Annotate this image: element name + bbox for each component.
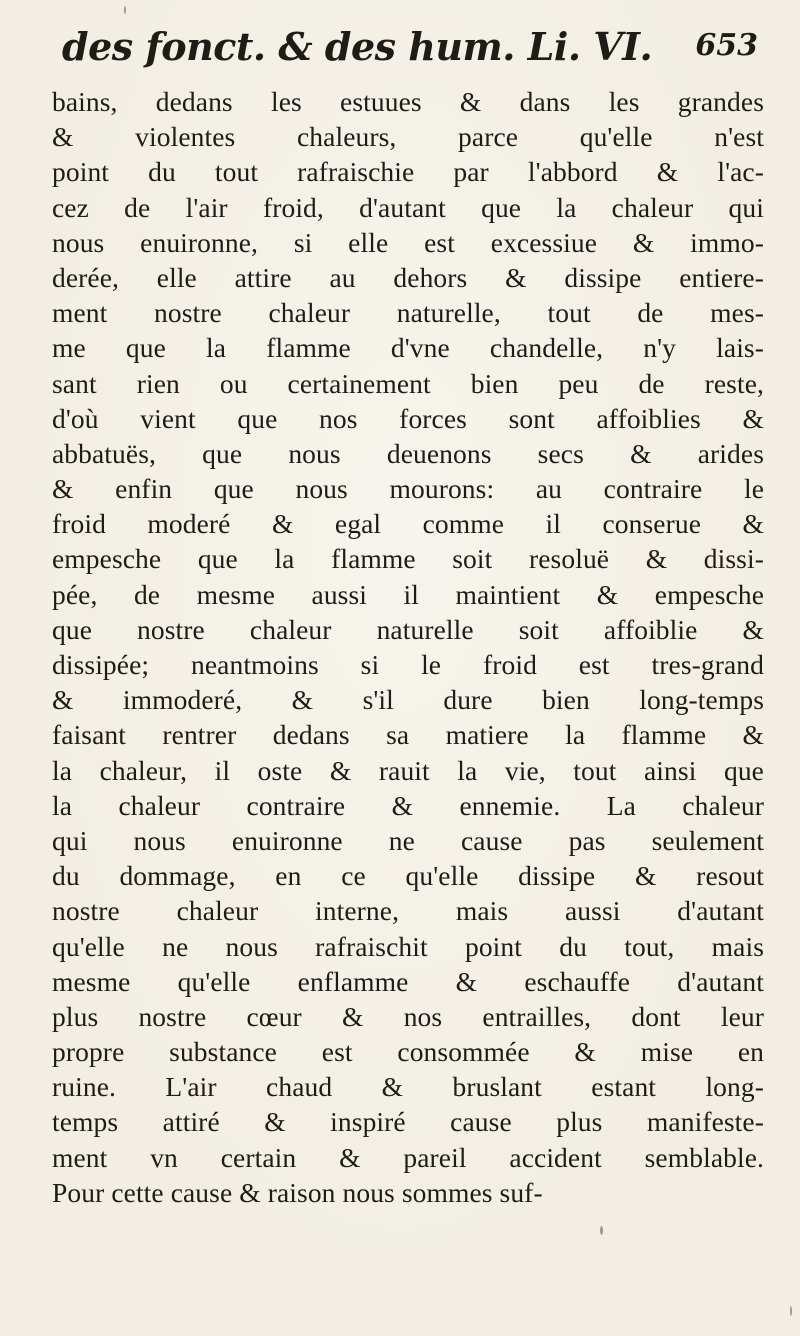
text-line: froid moderé & egal comme il conserue & (52, 508, 764, 540)
ink-speck (600, 1226, 603, 1235)
text-line: plus nostre cœur & nos entrailles, dont leur (52, 1000, 764, 1032)
text-line: & enfin que nous mourons: au contraire le (52, 473, 764, 505)
page-header (40, 18, 780, 74)
text-line: abbatuës, que nous deuenons secs & arides (52, 437, 764, 469)
text-line: ment nostre chaleur naturelle, tout de mes- (52, 297, 764, 329)
text-line: ruine. L'air chaud & bruslant estant long- (52, 1071, 764, 1103)
body-text (52, 84, 764, 1210)
ink-speck (790, 1306, 792, 1316)
text-line: & immoderé, & s'il dure bien long-temps (52, 684, 764, 716)
text-line: sant rien ou certainement bien peu de reste, (52, 367, 764, 399)
text-line: la chaleur contraire & ennemie. La chaleur (52, 789, 764, 821)
text-line: point du tout rafraischie par l'abbord & l'ac- (52, 156, 764, 188)
text-line: nostre chaleur interne, mais aussi d'autant (52, 895, 764, 927)
text-line: derée, elle attire au dehors & dissipe entiere- (52, 261, 764, 293)
text-line: nous enuironne, si elle est excessiue & immo- (52, 226, 764, 258)
text-line: que nostre chaleur naturelle soit affoiblie & (52, 613, 764, 645)
text-line: empesche que la flamme soit resoluë & dissi- (52, 543, 764, 575)
text-line: d'où vient que nos forces sont affoiblies & (52, 402, 764, 434)
text-line: ment vn certain & pareil accident semblable. (52, 1141, 764, 1173)
text-line: dissipée; neantmoins si le froid est tres-grand (52, 649, 764, 680)
page-number: 653 (695, 28, 758, 63)
text-line: cez de l'air froid, d'autant que la chaleur qui (52, 191, 764, 223)
text-line: faisant rentrer dedans sa matiere la flamme & (52, 719, 764, 751)
text-line: temps attiré & inspiré cause plus manifeste- (52, 1106, 764, 1138)
text-line: pée, de mesme aussi il maintient & empesche (52, 578, 764, 610)
text-line: & violentes chaleurs, parce qu'elle n'est (52, 121, 764, 153)
text-line: bains, dedans les estuues & dans les grandes (52, 86, 764, 117)
text-line: qui nous enuironne ne cause pas seulement (52, 824, 764, 856)
text-line: du dommage, en ce qu'elle dissipe & resout (52, 860, 764, 892)
ink-speck (124, 6, 126, 14)
text-line: Pour cette cause & raison nous sommes suf- (52, 1176, 543, 1208)
running-head: des fonct. & des hum. Li. VI. (62, 24, 653, 69)
text-line: propre substance est consommée & mise en (52, 1036, 764, 1068)
text-line: me que la flamme d'vne chandelle, n'y lais- (52, 332, 764, 364)
text-line: la chaleur, il oste & rauit la vie, tout ainsi que (52, 754, 764, 786)
text-line: mesme qu'elle enflamme & eschauffe d'autant (52, 965, 764, 997)
text-line: qu'elle ne nous rafraischit point du tout, mais (52, 930, 764, 962)
